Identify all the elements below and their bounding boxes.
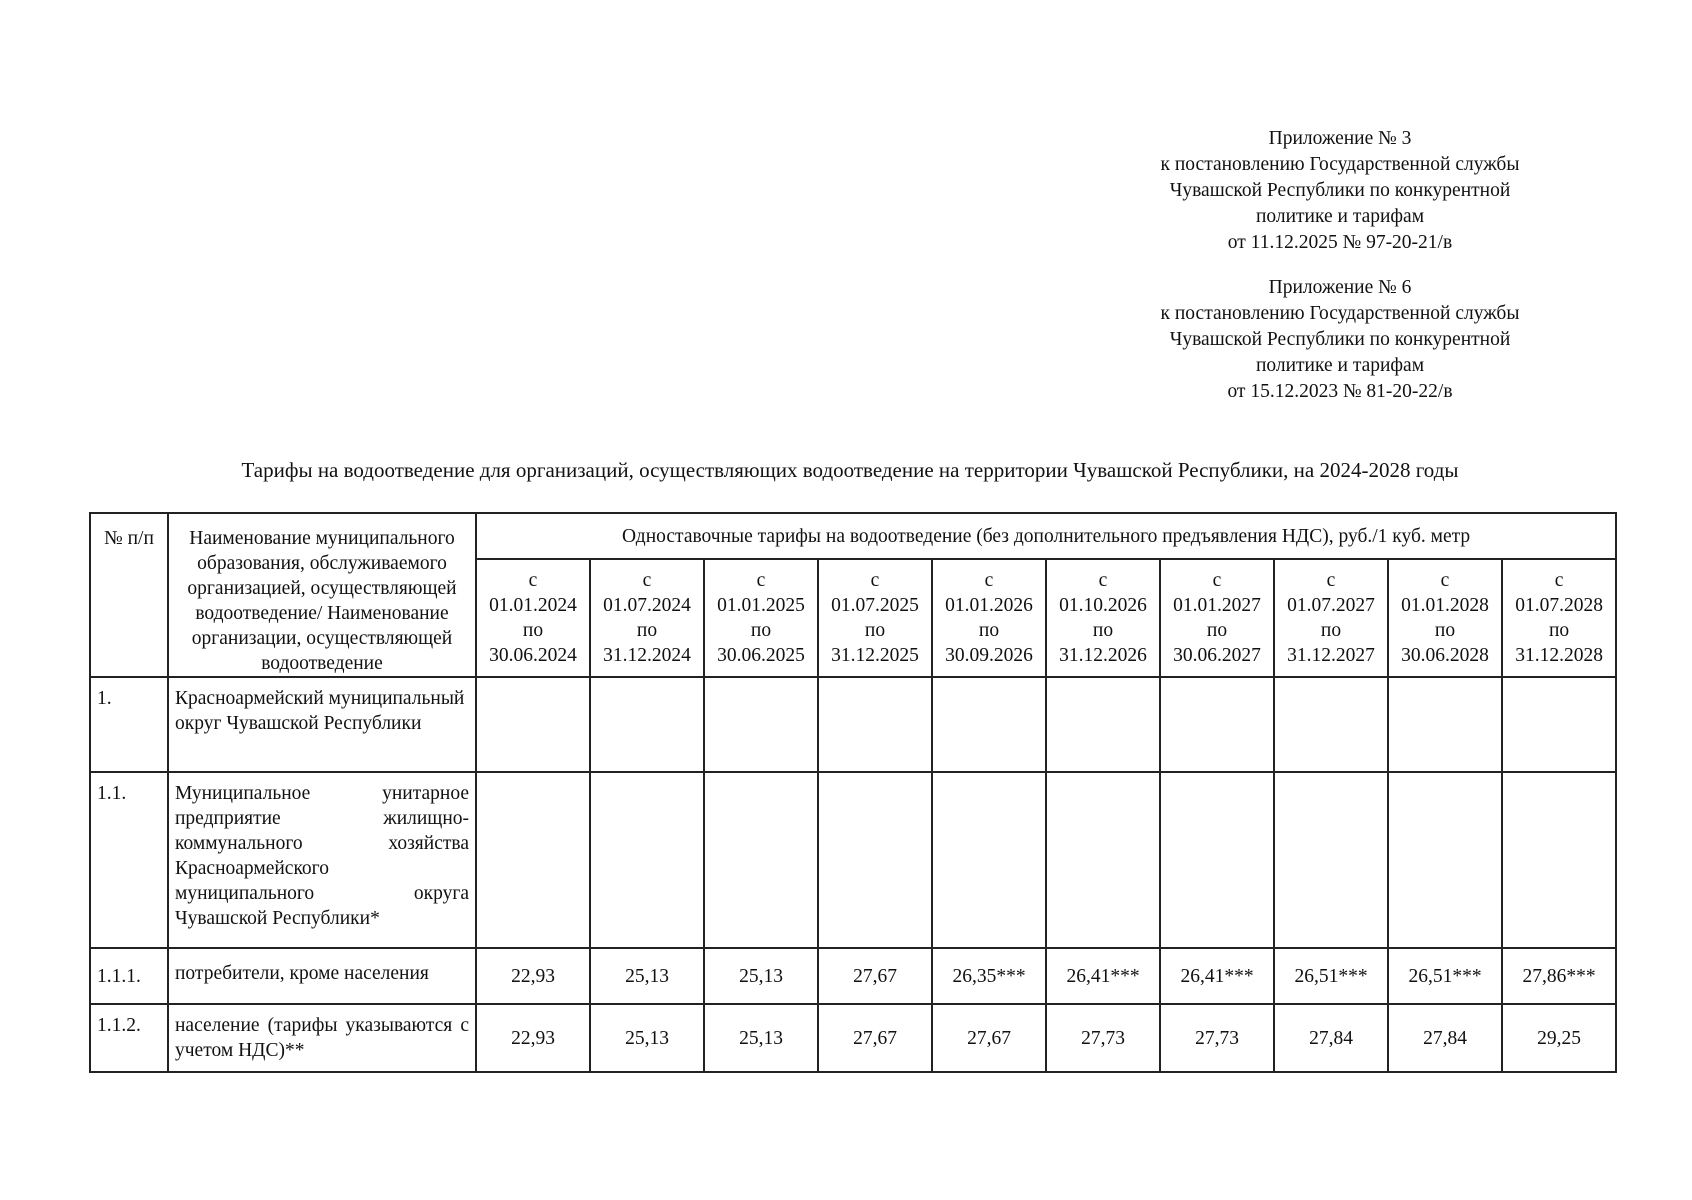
period-to: 31.12.2028 <box>1515 645 1603 666</box>
tariff-cell <box>590 772 704 948</box>
period-to-word: по <box>978 620 1000 641</box>
period-header <box>590 559 704 677</box>
tariff-cell: 25,13 <box>704 948 818 1004</box>
period-header <box>932 559 1046 677</box>
period-from-word: с <box>1554 570 1564 591</box>
period-to-word: по <box>1548 620 1570 641</box>
tariff-cell <box>1388 677 1502 772</box>
appendix-6-line: от 15.12.2023 № 81-20-22/в <box>1227 381 1453 402</box>
tariff-cell: 22,93 <box>476 948 590 1004</box>
tariff-cell <box>476 677 590 772</box>
tariff-cell <box>818 772 932 948</box>
row-name: население (тарифы указываются с учетом НДС)** <box>168 1004 476 1072</box>
tariff-cell <box>1502 772 1616 948</box>
table-row <box>90 1004 1616 1072</box>
appendix-3-line: Приложение № 3 <box>1268 128 1412 149</box>
row-number: 1.1.2. <box>90 1004 168 1072</box>
period-to-word: по <box>1320 620 1342 641</box>
row-name: Красноармейский муниципальный округ Чувашской Республики <box>168 677 476 772</box>
period-header <box>1046 559 1160 677</box>
period-to: 31.12.2025 <box>831 645 919 666</box>
period-from: 01.01.2025 <box>717 595 805 616</box>
tariff-cell: 22,93 <box>476 1004 590 1072</box>
period-from-word: с <box>1098 570 1108 591</box>
period-to: 30.09.2026 <box>945 645 1033 666</box>
period-from: 01.07.2025 <box>831 595 919 616</box>
appendix-6-line: Чувашской Республики по конкурентной <box>1169 329 1511 350</box>
tariff-cell: 27,67 <box>818 948 932 1004</box>
period-from-word: с <box>642 570 652 591</box>
period-header <box>1388 559 1502 677</box>
tariff-cell: 27,73 <box>1160 1004 1274 1072</box>
period-to: 31.12.2024 <box>603 645 691 666</box>
period-from-word: с <box>984 570 994 591</box>
header-name: Наименование муниципального образования, обслуживаемого организацией, осуществляющей водоотведение/ Наименование организации, осуществляющей водоотведение <box>168 513 476 677</box>
tariff-cell: 29,25 <box>1502 1004 1616 1072</box>
tariff-cell: 26,35*** <box>932 948 1046 1004</box>
period-to-word: по <box>1434 620 1456 641</box>
appendix-3-line: от 11.12.2025 № 97-20-21/в <box>1227 232 1453 253</box>
tariff-cell <box>1046 772 1160 948</box>
appendix-3-line: политике и тарифам <box>1255 206 1425 227</box>
period-to: 30.06.2027 <box>1173 645 1261 666</box>
period-to: 31.12.2027 <box>1287 645 1375 666</box>
tariff-cell <box>590 677 704 772</box>
period-to-word: по <box>864 620 886 641</box>
tariff-cell <box>1160 677 1274 772</box>
period-header <box>818 559 932 677</box>
period-from: 01.01.2026 <box>945 595 1033 616</box>
tariff-cell <box>704 772 818 948</box>
period-from-word: с <box>756 570 766 591</box>
period-from: 01.10.2026 <box>1059 595 1147 616</box>
row-name: потребители, кроме населения <box>168 948 476 1004</box>
appendix-6-line: Приложение № 6 <box>1268 277 1412 298</box>
period-header <box>1274 559 1388 677</box>
period-to: 30.06.2028 <box>1401 645 1489 666</box>
tariff-cell <box>704 677 818 772</box>
period-from-word: с <box>1326 570 1336 591</box>
tariff-cell <box>1274 677 1388 772</box>
tariff-cell: 26,51*** <box>1388 948 1502 1004</box>
tariff-cell: 26,41*** <box>1046 948 1160 1004</box>
period-from-word: с <box>528 570 538 591</box>
period-header <box>476 559 590 677</box>
period-to-word: по <box>750 620 772 641</box>
period-from: 01.07.2024 <box>603 595 691 616</box>
period-from-word: с <box>1212 570 1222 591</box>
header-num: № п/п <box>90 513 168 677</box>
period-header <box>1502 559 1616 677</box>
tariff-cell: 26,51*** <box>1274 948 1388 1004</box>
period-from: 01.01.2024 <box>489 595 577 616</box>
tariff-cell: 25,13 <box>590 1004 704 1072</box>
tariff-cell: 27,86*** <box>1502 948 1616 1004</box>
table-row <box>90 677 1616 772</box>
row-number: 1.1.1. <box>90 948 168 1004</box>
row-name: Муниципальное унитарное предприятие жилищно-коммунального хозяйства Красноармейского муниципального округа Чувашской Республики* <box>168 772 476 948</box>
table-header-row <box>90 513 1616 559</box>
tariff-cell <box>1388 772 1502 948</box>
row-number: 1. <box>90 677 168 772</box>
appendix-6-line: политике и тарифам <box>1255 355 1425 376</box>
period-from-word: с <box>1440 570 1450 591</box>
row-number: 1.1. <box>90 772 168 948</box>
period-from: 01.07.2028 <box>1515 595 1603 616</box>
appendix-6-line: к постановлению Государственной службы <box>1160 303 1520 324</box>
tariff-cell <box>1274 772 1388 948</box>
tariff-cell <box>932 677 1046 772</box>
tariff-cell: 25,13 <box>704 1004 818 1072</box>
tariff-cell: 26,41*** <box>1160 948 1274 1004</box>
appendix-6-header <box>1110 275 1570 405</box>
period-header <box>704 559 818 677</box>
tariff-cell <box>818 677 932 772</box>
period-from-word: с <box>870 570 880 591</box>
tariff-cell <box>1160 772 1274 948</box>
tariff-cell: 27,84 <box>1274 1004 1388 1072</box>
header-tariff-group: Одноставочные тарифы на водоотведение (без дополнительного предъявления НДС), руб./1 куб. метр <box>476 513 1616 559</box>
tariff-cell: 25,13 <box>590 948 704 1004</box>
period-to: 30.06.2024 <box>489 645 577 666</box>
table-row <box>90 948 1616 1004</box>
tariff-cell <box>932 772 1046 948</box>
tariff-cell: 27,67 <box>818 1004 932 1072</box>
tariff-cell <box>1046 677 1160 772</box>
period-header <box>1160 559 1274 677</box>
tariff-cell: 27,73 <box>1046 1004 1160 1072</box>
table-row <box>90 772 1616 948</box>
period-from: 01.01.2028 <box>1401 595 1489 616</box>
period-to: 30.06.2025 <box>717 645 805 666</box>
appendix-3-line: к постановлению Государственной службы <box>1160 154 1520 175</box>
appendix-3-header <box>1110 126 1570 256</box>
period-to-word: по <box>1206 620 1228 641</box>
appendix-3-line: Чувашской Республики по конкурентной <box>1169 180 1511 201</box>
period-to-word: по <box>636 620 658 641</box>
tariff-cell <box>476 772 590 948</box>
tariff-cell: 27,67 <box>932 1004 1046 1072</box>
period-to-word: по <box>1092 620 1114 641</box>
document-title: Тарифы на водоотведение для организаций, осуществляющих водоотведение на территории Чувашской Республики, на 2024-2028 годы <box>241 458 1459 482</box>
period-from: 01.01.2027 <box>1173 595 1261 616</box>
period-to-word: по <box>522 620 544 641</box>
period-to: 31.12.2026 <box>1059 645 1147 666</box>
tariff-cell <box>1502 677 1616 772</box>
period-from: 01.07.2027 <box>1287 595 1375 616</box>
tariffs-table <box>89 512 1617 1073</box>
tariff-cell: 27,84 <box>1388 1004 1502 1072</box>
